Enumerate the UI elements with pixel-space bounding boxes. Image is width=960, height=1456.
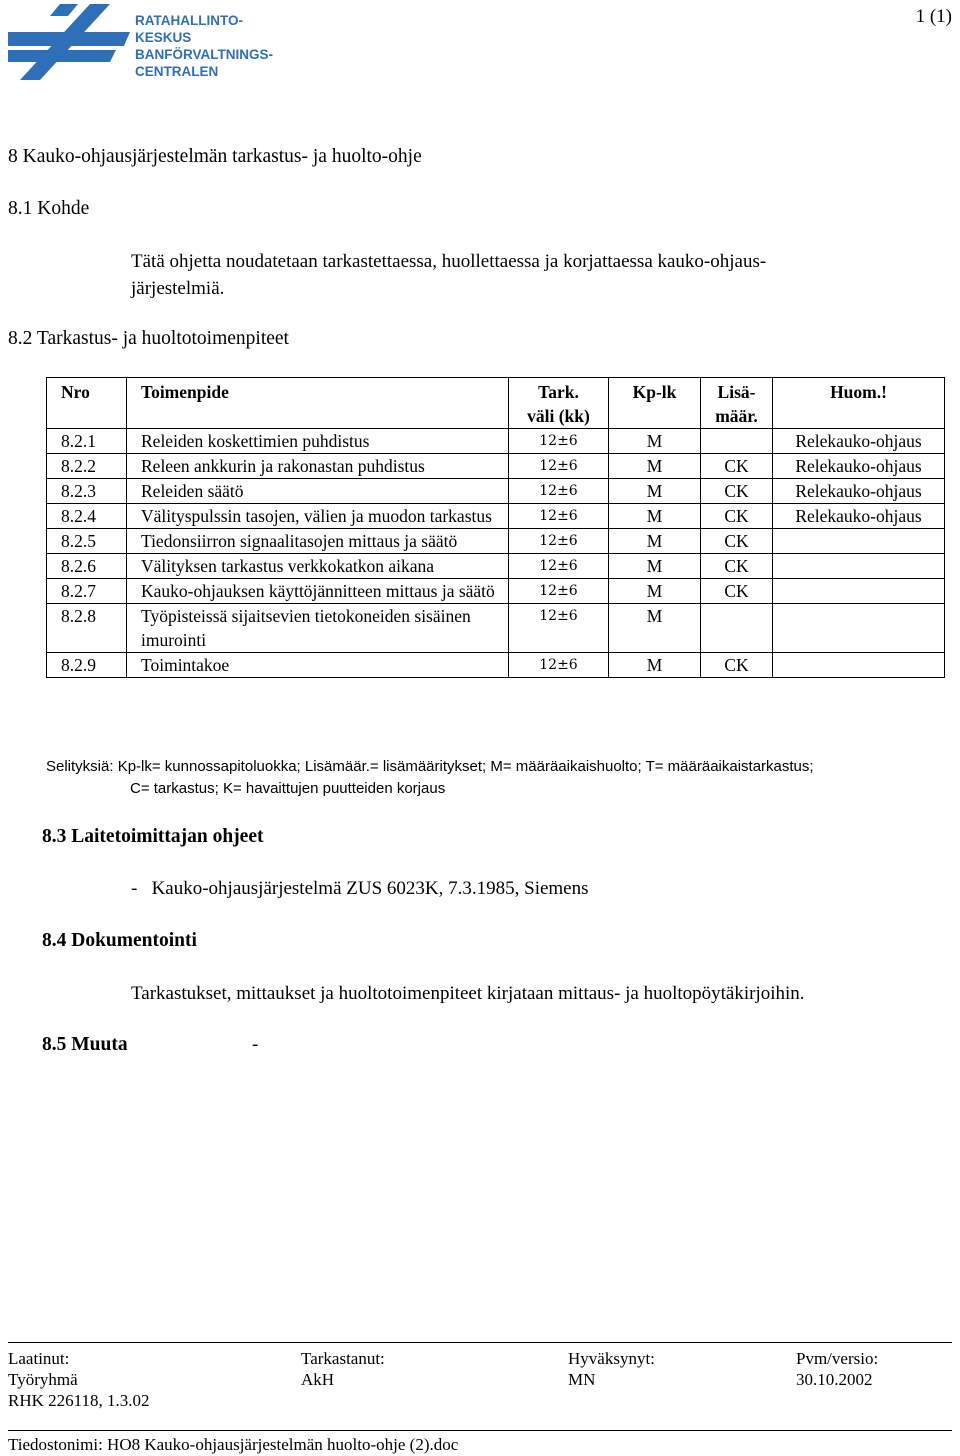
table-row xyxy=(47,554,945,579)
footer-filename: Tiedostonimi: HO8 Kauko-ohjausjärjestelmän huolto-ohje (2).doc xyxy=(8,1435,459,1454)
section-8-2-heading: 8.2 Tarkastus- ja huoltotoimenpiteet xyxy=(8,328,289,349)
cell-interval: 12±6 xyxy=(509,479,609,504)
cell-huom: Relekauko-ohjaus xyxy=(773,454,945,479)
cell-lisa: CK xyxy=(701,529,773,554)
table-header-row xyxy=(47,378,945,429)
header-toimenpide: Toimenpide xyxy=(127,378,509,429)
cell-toimenpide: Välityspulssin tasojen, välien ja muodon tarkastus xyxy=(127,504,509,529)
text-line: Tätä ohjetta noudatetaan tarkastettaessa, huollettaessa ja korjattaessa kauko-ohjaus- xyxy=(131,251,767,272)
footer-pvm-label: Pvm/versio: xyxy=(796,1349,879,1368)
cell-huom xyxy=(773,653,945,678)
cell-lisa: CK xyxy=(701,504,773,529)
table-row xyxy=(47,604,945,653)
footer-rhk: RHK 226118, 1.3.02 xyxy=(8,1391,150,1410)
cell-kplk: M xyxy=(609,604,701,653)
cell-lisa: CK xyxy=(701,479,773,504)
cell-lisa: CK xyxy=(701,579,773,604)
cell-huom: Relekauko-ohjaus xyxy=(773,429,945,454)
cell-kplk: M xyxy=(609,504,701,529)
logo-line: BANFÖRVALTNINGS- xyxy=(135,47,273,62)
cell-huom: Relekauko-ohjaus xyxy=(773,479,945,504)
cell-nro: 8.2.1 xyxy=(47,429,127,454)
logo-line: CENTRALEN xyxy=(135,64,219,79)
header-kplk: Kp-lk xyxy=(609,378,701,429)
section-8-4-text: Tarkastukset, mittaukset ja huoltotoimenpiteet kirjataan mittaus- ja huoltopöytäkirjoihin. xyxy=(131,983,805,1004)
cell-toimenpide: Releen ankkurin ja rakonastan puhdistus xyxy=(127,454,509,479)
table-row xyxy=(47,653,945,678)
cell-kplk: M xyxy=(609,429,701,454)
cell-huom: Relekauko-ohjaus xyxy=(773,504,945,529)
cell-nro: 8.2.6 xyxy=(47,554,127,579)
document-title: 8 Kauko-ohjausjärjestelmän tarkastus- ja huolto-ohje xyxy=(8,146,422,167)
table-row xyxy=(47,529,945,554)
footer-laatinut-value: Työryhmä xyxy=(8,1370,78,1389)
explanation-line: Selityksiä: Kp-lk= kunnossapitoluokka; Lisämäär.= lisämääritykset; M= määräaikaishuolto; T= määräaikaistarkastus; xyxy=(46,758,814,775)
section-8-3-item: - Kauko-ohjausjärjestelmä ZUS 6023K, 7.3.1985, Siemens xyxy=(131,878,589,899)
cell-interval: 12±6 xyxy=(509,604,609,653)
cell-kplk: M xyxy=(609,529,701,554)
cell-nro: 8.2.3 xyxy=(47,479,127,504)
logo-line: RATAHALLINTO- xyxy=(135,13,243,28)
section-8-3-heading: 8.3 Laitetoimittajan ohjeet xyxy=(42,826,264,847)
cell-nro: 8.2.4 xyxy=(47,504,127,529)
cell-lisa: CK xyxy=(701,554,773,579)
maintenance-table xyxy=(46,377,945,678)
table-row xyxy=(47,504,945,529)
section-8-4-heading: 8.4 Dokumentointi xyxy=(42,930,197,951)
cell-kplk: M xyxy=(609,479,701,504)
cell-nro: 8.2.9 xyxy=(47,653,127,678)
cell-toimenpide: Toimintakoe xyxy=(127,653,509,678)
table-row xyxy=(47,479,945,504)
cell-toimenpide: Työpisteissä sijaitsevien tietokoneiden sisäinen imurointi xyxy=(127,604,509,653)
cell-toimenpide: Välityksen tarkastus verkkokatkon aikana xyxy=(127,554,509,579)
cell-interval: 12±6 xyxy=(509,579,609,604)
section-8-5-text: - xyxy=(252,1034,259,1055)
cell-toimenpide: Tiedonsiirron signaalitasojen mittaus ja säätö xyxy=(127,529,509,554)
cell-huom xyxy=(773,604,945,653)
cell-interval: 12±6 xyxy=(509,429,609,454)
logo-line: KESKUS xyxy=(135,30,192,45)
header-huom: Huom.! xyxy=(773,378,945,429)
cell-lisa xyxy=(701,429,773,454)
cell-interval: 12±6 xyxy=(509,554,609,579)
section-8-5-heading: 8.5 Muuta xyxy=(42,1034,128,1055)
text-line: järjestelmiä. xyxy=(131,278,225,299)
table-row xyxy=(47,454,945,479)
cell-huom xyxy=(773,529,945,554)
footer-pvm-value: 30.10.2002 xyxy=(796,1370,873,1389)
cell-kplk: M xyxy=(609,454,701,479)
header-lisa: Lisä- määr. xyxy=(701,378,773,429)
cell-interval: 12±6 xyxy=(509,529,609,554)
cell-nro: 8.2.5 xyxy=(47,529,127,554)
logo-text xyxy=(135,12,273,80)
cell-huom xyxy=(773,579,945,604)
cell-toimenpide: Releiden säätö xyxy=(127,479,509,504)
cell-nro: 8.2.7 xyxy=(47,579,127,604)
cell-lisa: CK xyxy=(701,653,773,678)
footer-hyvaksynyt-label: Hyväksynyt: xyxy=(568,1349,655,1368)
cell-toimenpide: Kauko-ohjauksen käyttöjännitteen mittaus ja säätö xyxy=(127,579,509,604)
cell-interval: 12±6 xyxy=(509,504,609,529)
table-explanation xyxy=(46,756,946,800)
table-row xyxy=(47,429,945,454)
section-8-1-heading: 8.1 Kohde xyxy=(8,198,90,219)
rhk-logo-icon xyxy=(6,2,132,82)
cell-kplk: M xyxy=(609,554,701,579)
cell-nro: 8.2.8 xyxy=(47,604,127,653)
header-nro: Nro xyxy=(47,378,127,429)
footer-hyvaksynyt-value: MN xyxy=(568,1370,596,1389)
cell-lisa xyxy=(701,604,773,653)
table-row xyxy=(47,579,945,604)
section-8-1-text xyxy=(131,248,766,302)
footer-tarkastanut-label: Tarkastanut: xyxy=(301,1349,385,1368)
header-interval: Tark. väli (kk) xyxy=(509,378,609,429)
page-number: 1 (1) xyxy=(915,6,952,27)
cell-kplk: M xyxy=(609,653,701,678)
cell-kplk: M xyxy=(609,579,701,604)
cell-interval: 12±6 xyxy=(509,653,609,678)
footer-laatinut-label: Laatinut: xyxy=(8,1349,70,1368)
cell-nro: 8.2.2 xyxy=(47,454,127,479)
footer-divider xyxy=(8,1342,952,1343)
footer-divider xyxy=(8,1430,952,1431)
footer-tarkastanut-value: AkH xyxy=(301,1370,335,1389)
cell-interval: 12±6 xyxy=(509,454,609,479)
cell-lisa: CK xyxy=(701,454,773,479)
cell-huom xyxy=(773,554,945,579)
explanation-line: C= tarkastus; K= havaittujen puutteiden korjaus xyxy=(130,780,446,797)
cell-toimenpide: Releiden koskettimien puhdistus xyxy=(127,429,509,454)
